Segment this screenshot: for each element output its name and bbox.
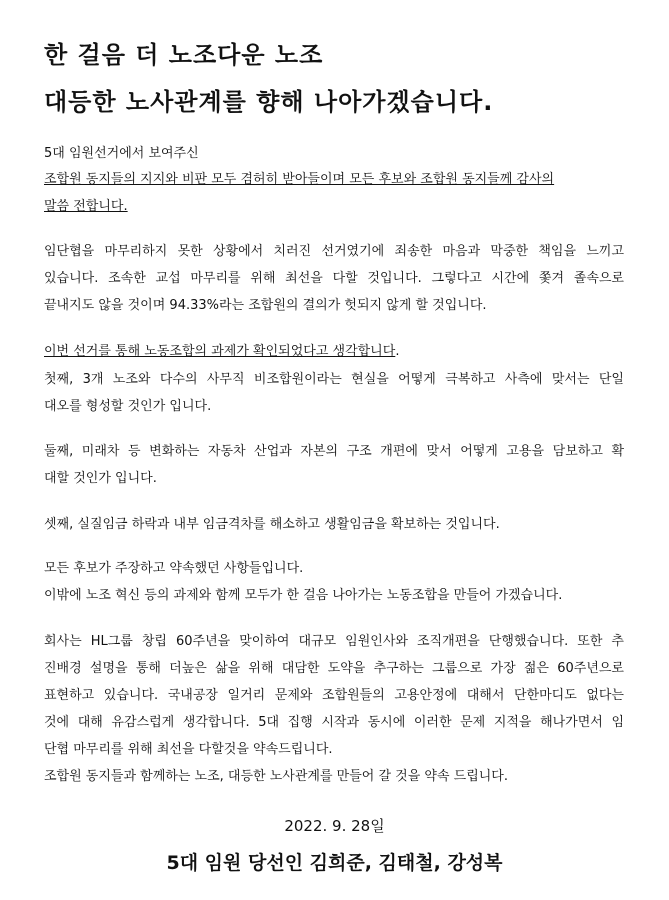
signature: 5대 임원 당선인 김희준, 김태철, 강성복 <box>166 852 503 874</box>
tasks-intro <box>44 340 624 359</box>
promises-line-1: 모든 후보가 주장하고 약속했던 사항들입니다. <box>44 561 304 576</box>
heading-line-1: 한 걸음 더 노조다운 노조 <box>44 41 324 69</box>
second-task-line-2: 대할 것인가 입니다. <box>44 471 157 486</box>
second-task-line-1: 둘째, 미래차 등 변화하는 자동차 산업과 자본의 구조 개편에 맞서 어떻게 고용을 담보하고 확 <box>44 444 624 459</box>
apology-line-1: 임단협을 마무리하지 못한 상황에서 치러진 선거였기에 죄송한 마음과 막중한 책임을 느끼고 <box>44 244 624 259</box>
first-task-line-2: 대오를 형성할 것인가 입니다. <box>44 399 212 414</box>
thanks-line-2: 조합원 동지들의 지지와 비판 모두 겸허히 받아들이며 모든 후보와 조합원 동지들께 감사의 <box>44 172 555 187</box>
thanks-line-1: 5대 임원선거에서 보여주신 <box>44 146 199 161</box>
company-line-3: 표현하고 있습니다. 국내공장 일거리 문제와 조합원들의 고용안정에 대해서 단한마디도 없다는 <box>44 688 624 703</box>
tasks-intro-text: 이번 선거를 통해 노동조합의 과제가 확인되었다고 생각합니다 <box>44 344 396 359</box>
third-task: 셋째, 실질임금 하락과 내부 임금격차를 해소하고 생활임금을 확보하는 것입니다. <box>44 517 500 532</box>
promises-line-2: 이밖에 노조 혁신 등의 과제와 함께 모두가 한 걸음 나아가는 노동조합을 만들어 가겠습니다. <box>44 588 563 603</box>
statement-date: 2022. 9. 28일 <box>284 817 385 835</box>
company-line-4: 것에 대해 유감스럽게 생각합니다. 5대 집행 시작과 동시에 이러한 문제 지적을 해나가면서 임 <box>44 715 624 730</box>
apology-line-2: 있습니다. 조속한 교섭 마무리를 위해 최선을 다할 것입니다. 그렇다고 시간에 쫓겨 졸속으로 <box>44 271 624 286</box>
first-task-line-1: 첫째, 3개 노조와 다수의 사무직 비조합원이라는 현실을 어떻게 극복하고 사측에 맞서는 단일 <box>44 372 624 387</box>
heading-line-2: 대등한 노사관계를 향해 나아가겠습니다. <box>44 88 494 116</box>
tasks-intro-period: . <box>395 344 400 359</box>
apology-line-3: 끝내지도 않을 것이며 94.33%라는 조합원의 결의가 헛되지 않게 할 것입니다. <box>44 298 487 313</box>
company-line-2: 진배경 설명을 통해 더높은 삶을 위해 대담한 도약을 추구하는 그룹으로 가장 젊은 60주년으로 <box>44 661 624 676</box>
company-line-5: 단협 마무리를 위해 최선을 다할것을 약속드립니다. <box>44 742 333 757</box>
thanks-line-3: 말씀 전합니다. <box>44 199 128 214</box>
company-line-1: 회사는 HL그룹 창립 60주년을 맞이하여 대규모 임원인사와 조직개편을 단행했습니다. 또한 추 <box>44 634 624 649</box>
company-line-6: 조합원 동지들과 함께하는 노조, 대등한 노사관계를 만들어 갈 것을 약속 드립니다. <box>44 769 509 784</box>
